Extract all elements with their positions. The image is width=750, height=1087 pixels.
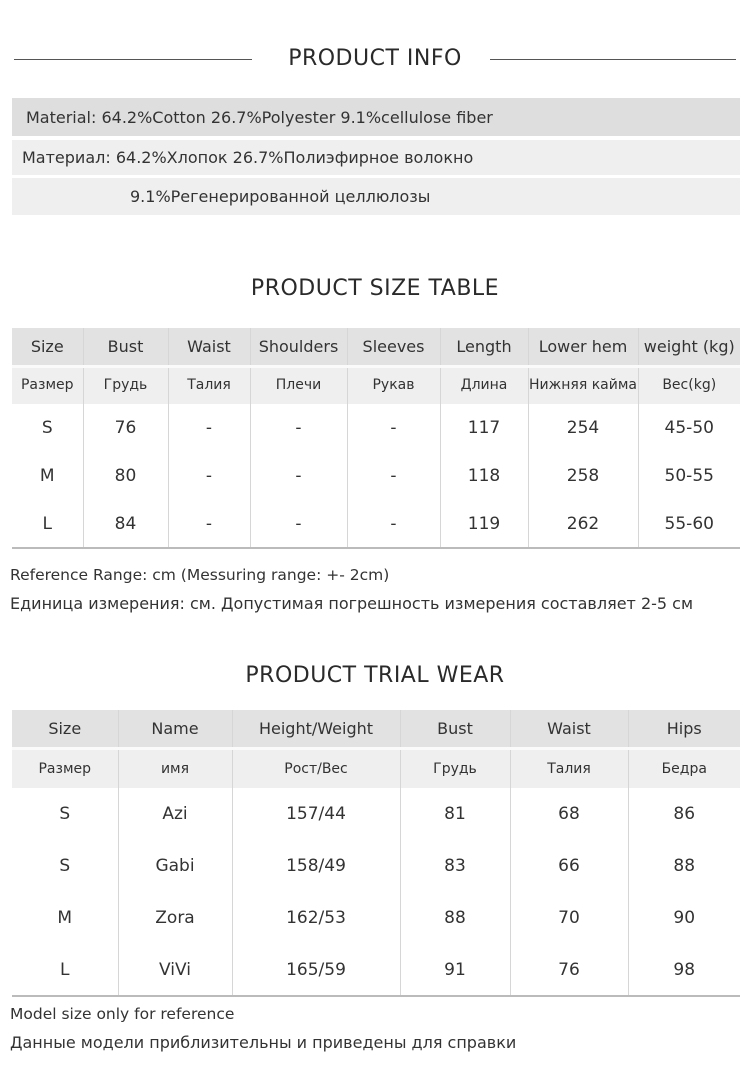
header-row-en-cell: Height/Weight [232,710,400,748]
header-row-en-cell: Waist [510,710,628,748]
size-table [12,328,740,549]
table-row-cell: M [12,892,118,944]
table-row-cell: - [250,500,347,548]
header-row-en-cell: Size [12,710,118,748]
table-row-cell: - [168,404,250,452]
table-row-cell: - [250,452,347,500]
header-row-en-cell: Shoulders [250,328,347,366]
header-row-ru-cell: Рукав [347,366,440,404]
size-table-title: PRODUCT SIZE TABLE [250,276,500,301]
table-row [12,788,740,840]
header-row-en-cell: Sleeves [347,328,440,366]
header-row-ru [12,748,740,788]
table-row-cell: 80 [83,452,168,500]
table-row-cell: S [12,840,118,892]
table-row-cell: 45-50 [638,404,740,452]
table-row-cell: ViVi [118,944,232,996]
material-ru-2: 9.1%Регенерированной целлюлозы [12,178,740,215]
trial-table [12,710,740,997]
material-en: Material: 64.2%Cotton 26.7%Polyester 9.1%cellulose fiber [12,98,740,136]
header-row-en-cell: Bust [400,710,510,748]
table-row-cell: 262 [528,500,638,548]
header-row-ru-cell: имя [118,748,232,788]
material-ru-1: Материал: 64.2%Хлопок 26.7%Полиэфирное волокно [12,140,740,175]
table-row [12,840,740,892]
table-row-cell: - [347,500,440,548]
trial-table-title: PRODUCT TRIAL WEAR [245,663,505,688]
size-note-ru: Единица измерения: см. Допустимая погрешность измерения составляет 2-5 см [10,594,694,613]
header-row-en-cell: Name [118,710,232,748]
size-note-en: Reference Range: cm (Messuring range: +- 2cm) [10,566,390,584]
header-row-en [12,710,740,748]
table-row-cell: - [168,500,250,548]
header-row-ru-cell: Бедра [628,748,740,788]
table-row-cell: 68 [510,788,628,840]
table-row-cell: S [12,788,118,840]
table-row-cell: 162/53 [232,892,400,944]
table-row-cell: 117 [440,404,528,452]
table-row-cell: - [168,452,250,500]
table-row-cell: L [12,500,83,548]
header-row-en-cell: Bust [83,328,168,366]
header-row-en-cell: Size [12,328,83,366]
table-row [12,892,740,944]
table-row-cell: 157/44 [232,788,400,840]
table-row-cell: 86 [628,788,740,840]
header-row-ru-cell: Размер [12,366,83,404]
header-row-ru [12,366,740,404]
table-row-cell: 119 [440,500,528,548]
header-row-ru-cell: Плечи [250,366,347,404]
header-row-ru-cell: Рост/Вес [232,748,400,788]
header-row-ru-cell: Талия [168,366,250,404]
header-row-ru-cell: Грудь [400,748,510,788]
header-row-ru-cell: Грудь [83,366,168,404]
table-row-cell: 118 [440,452,528,500]
header-row-ru-cell: Нижняя кайма [528,366,638,404]
header-row-ru-cell: Вес(kg) [638,366,740,404]
header-row-ru-cell: Талия [510,748,628,788]
header-row-en-cell: Waist [168,328,250,366]
header-row-en-cell: Hips [628,710,740,748]
table-row-cell: 254 [528,404,638,452]
table-row-cell: 88 [400,892,510,944]
table-row-cell: 90 [628,892,740,944]
table-row-cell: - [250,404,347,452]
table-row-cell: 55-60 [638,500,740,548]
table-row-cell: 165/59 [232,944,400,996]
trial-note-en: Model size only for reference [10,1005,235,1023]
table-row-cell: - [347,404,440,452]
table-row [12,500,740,548]
table-row-cell: S [12,404,83,452]
table-row [12,452,740,500]
table-row [12,944,740,996]
table-row-cell: 158/49 [232,840,400,892]
table-row-cell: L [12,944,118,996]
table-row-cell: 70 [510,892,628,944]
product-info-title: PRODUCT INFO [288,46,462,71]
table-row-cell: M [12,452,83,500]
table-row-cell: Zora [118,892,232,944]
table-row-cell: 84 [83,500,168,548]
table-row-cell: - [347,452,440,500]
table-row-cell: 83 [400,840,510,892]
table-row-cell: 81 [400,788,510,840]
header-row-ru-cell: Размер [12,748,118,788]
table-row-cell: Azi [118,788,232,840]
table-row [12,404,740,452]
header-row-en-cell: Lower hem [528,328,638,366]
table-row-cell: 258 [528,452,638,500]
table-row-cell: Gabi [118,840,232,892]
table-row-cell: 76 [510,944,628,996]
table-row-cell: 66 [510,840,628,892]
table-row-cell: 98 [628,944,740,996]
header-row-en-cell: weight (kg) [638,328,740,366]
header-row-en [12,328,740,366]
trial-note-ru: Данные модели приблизительны и приведены для справки [10,1033,517,1052]
table-row-cell: 76 [83,404,168,452]
header-row-ru-cell: Длина [440,366,528,404]
table-row-cell: 91 [400,944,510,996]
header-row-en-cell: Length [440,328,528,366]
table-row-cell: 88 [628,840,740,892]
table-row-cell: 50-55 [638,452,740,500]
